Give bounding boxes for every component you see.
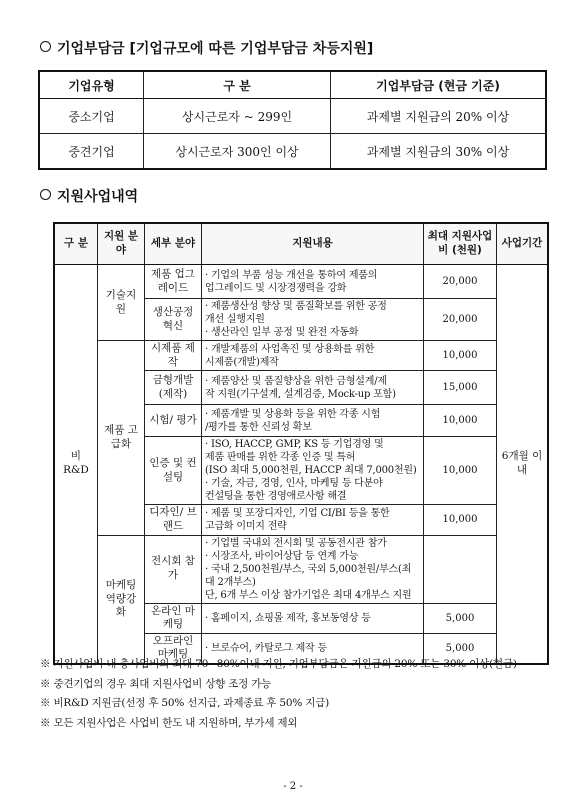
content-line: 개선 실행지원 [205, 314, 265, 325]
burden-table [38, 70, 547, 170]
criteria-cell: 상시근로자 ~ 299인 [144, 99, 331, 134]
content-cell [202, 265, 424, 299]
header-max-budget: 최대 지원사업비 (천원) [424, 223, 497, 265]
amount-cell: 5,000 [424, 603, 497, 633]
content-line: 제품 판매를 위한 각종 인증 및 특허 [205, 452, 356, 464]
amount-cell: 20,000 [424, 265, 497, 299]
content-line: · 제품개발 및 상용화 등을 위한 각종 시험 [205, 408, 381, 420]
header-content: 지원내용 [202, 223, 424, 265]
table-row [39, 99, 546, 134]
subfield-cell: 전시회 참가 [145, 535, 202, 603]
company-type-cell: 중견기업 [39, 134, 144, 170]
table-row [54, 341, 548, 371]
footnote: ※ 비R&D 지원금(선정 후 50% 선지급, 과제종료 후 50% 지급) [40, 697, 330, 709]
subfield-cell: 금형개발 (제작) [145, 371, 202, 405]
gubun-cell: 비 R&D [54, 265, 98, 665]
section-title-burden: 기업부담금 [기업규모에 따른 기업부담금 차등지원] [40, 38, 373, 58]
content-line: · 제품 및 포장디자인, 기업 CI/BI 등을 통한 [205, 507, 390, 519]
content-cell [202, 371, 424, 405]
content-line: · 기술, 자금, 경영, 인사, 마케팅 등 다분야 [205, 478, 383, 490]
company-type-cell: 중소기업 [39, 99, 144, 134]
subfield-cell: 온라인 마케팅 [145, 603, 202, 633]
header-criteria: 구 분 [144, 71, 331, 99]
content-line: 컨설팅을 통한 경영애로사항 해결 [205, 491, 347, 503]
header-gubun: 구 분 [54, 223, 98, 265]
content-line: 업그레이드 및 시장경쟁력을 강화 [205, 282, 347, 294]
burden-cell: 과제별 지원금의 20% 이상 [331, 99, 547, 134]
amount-cell: 5,000 [424, 633, 497, 664]
section-title-programs: 지원사업내역 [40, 186, 138, 206]
field-cell: 기술지원 [98, 265, 145, 341]
circle-bullet-icon [40, 41, 51, 52]
page-number: - 2 - [283, 781, 303, 792]
content-line: 시제품(개발)제작 [205, 356, 279, 368]
field-cell: 마케팅 역량강화 [98, 535, 145, 664]
content-line: · 제품생산성 향상 및 품질확보를 위한 공정 [205, 301, 387, 312]
content-cell [202, 603, 424, 633]
content-line: · 개발제품의 사업촉진 및 상용화를 위한 [205, 343, 375, 355]
content-line: · 기업별 국내외 전시회 및 공동전시관 참가 [205, 537, 387, 549]
subfield-cell: 인증 및 컨설팅 [145, 437, 202, 505]
content-line: · 기업의 부품 성능 개선을 통하여 제품의 [205, 269, 378, 281]
amount-cell: 20,000 [424, 299, 497, 341]
footnote: ※ 모든 지원사업은 사업비 한도 내 지원하며, 부가세 제외 [40, 716, 298, 729]
content-line: · 생산라인 일부 공정 및 완전 자동화 [205, 327, 359, 338]
content-line: · 국내 2,500천원/부스, 국외 5,000천원/부스(최대 2개부스) [205, 563, 412, 588]
content-line: · 브로슈어, 카탈로그 제작 등 [205, 642, 327, 654]
footnote: ※ 중견기업의 경우 최대 지원사업비 상향 조정 가능 [40, 677, 272, 690]
footnotes [40, 655, 517, 733]
amount-cell: 15,000 [424, 371, 497, 405]
amount-cell: 10,000 [424, 341, 497, 371]
circle-bullet-icon [40, 189, 51, 200]
subfield-cell: 시험/ 평가 [145, 405, 202, 437]
content-cell [202, 299, 424, 341]
content-line: · 제품양산 및 품질향상을 위한 금형설계/제 [205, 375, 387, 387]
header-field: 지원 분야 [98, 223, 145, 265]
burden-cell: 과제별 지원금의 30% 이상 [331, 134, 547, 170]
criteria-cell: 상시근로자 300인 이상 [144, 134, 331, 170]
header-company-type: 기업유형 [39, 71, 144, 99]
content-line: /평가를 통한 신뢰성 확보 [205, 421, 312, 433]
content-line: 작 지원(기구설계, 설계검증, Mock-up 포함) [205, 388, 396, 400]
content-line: · 홈페이지, 쇼핑몰 제작, 홍보동영상 등 [205, 612, 371, 624]
subfield-cell: 디자인/ 브랜드 [145, 505, 202, 535]
header-subfield: 세부 분야 [145, 223, 202, 265]
subfield-cell: 제품 업그레이드 [145, 265, 202, 299]
content-cell [202, 505, 424, 535]
content-cell [202, 437, 424, 505]
content-cell [202, 405, 424, 437]
subfield-cell: 시제품 제작 [145, 341, 202, 371]
content-cell [202, 535, 424, 603]
amount-cell: 10,000 [424, 437, 497, 505]
content-line: · ISO, HACCP, GMP, KS 등 기업경영 및 [205, 439, 384, 451]
content-line: (ISO 최대 5,000천원, HACCP 최대 7,000천원) [205, 465, 417, 477]
table-row [54, 265, 548, 299]
subfield-cell: 오프라인 마케팅 [145, 633, 202, 664]
subfield-cell: 생산공정 혁신 [145, 299, 202, 341]
table-row [54, 535, 548, 603]
program-table [53, 222, 549, 665]
header-burden: 기업부담금 (현금 기준) [331, 71, 547, 99]
content-line: · 시장조사, 바이어상담 등 연계 가능 [205, 550, 359, 562]
period-cell: 6개월 이내 [497, 265, 549, 665]
content-line: 고급화 이미지 전략 [205, 520, 287, 532]
content-line: 단, 6개 부스 이상 참가기업은 최대 4개부스 지원 [205, 589, 412, 601]
footnote: ※ 지원사업비 내 총사업비의 최대 70~80%이내 지원, 기업부담금은 지원금의 20% 또는 30% 이상(현금) [40, 658, 517, 670]
amount-cell: 10,000 [424, 405, 497, 437]
field-cell: 제품 고급화 [98, 341, 145, 536]
amount-cell [424, 535, 497, 603]
header-period: 사업기간 [497, 223, 549, 265]
table-row [39, 134, 546, 170]
amount-cell: 10,000 [424, 505, 497, 535]
content-cell [202, 341, 424, 371]
